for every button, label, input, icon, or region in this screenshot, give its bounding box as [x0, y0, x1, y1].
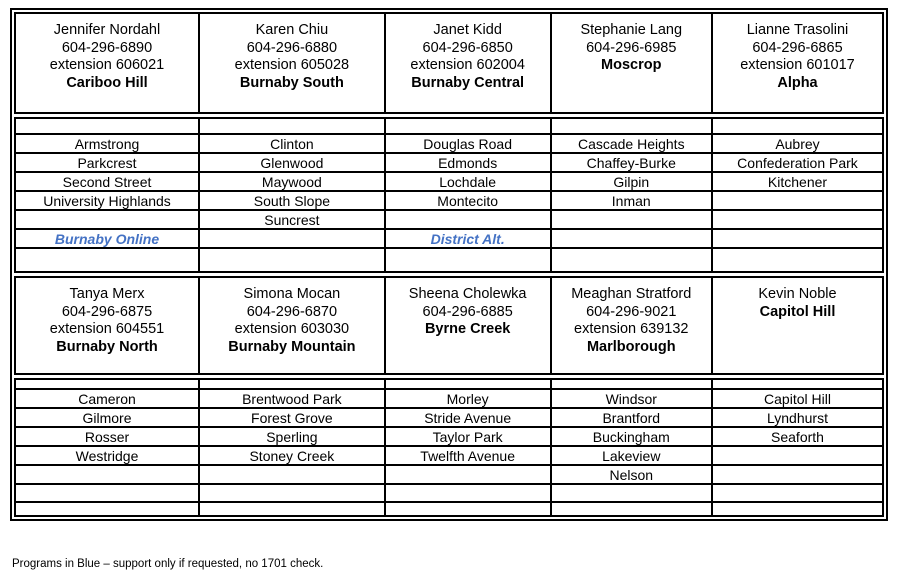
empty-cell: [199, 379, 385, 389]
contact-table-frame: [10, 8, 888, 521]
school-row: [15, 210, 883, 229]
contact-card-jennifer-nordahl: [15, 13, 199, 113]
school-cell-kitchener: Kitchener: [712, 172, 883, 191]
contact-school: Burnaby Mountain: [228, 338, 356, 355]
contact-row-1: [15, 13, 883, 113]
empty-cell: [712, 446, 883, 465]
school-cell-inman: Inman: [551, 191, 712, 210]
spacer-row: [15, 484, 883, 502]
contact-school: Cariboo Hill: [66, 74, 148, 91]
school-cell-brentwood-park: Brentwood Park: [199, 389, 385, 408]
empty-cell: [199, 118, 385, 134]
contact-card-stephanie-lang: [551, 13, 712, 113]
empty-cell: [15, 248, 199, 272]
contacts-table-1: [14, 12, 884, 114]
contact-extension: extension 605028: [234, 57, 350, 73]
contact-school: Burnaby North: [56, 338, 158, 355]
school-cell-south-slope: South Slope: [199, 191, 385, 210]
empty-cell: [385, 379, 551, 389]
contact-card-tanya-merx: [15, 277, 199, 374]
contact-card-sheena-cholewka: [385, 277, 551, 374]
contact-row-2: [15, 277, 883, 374]
contact-school: Moscrop: [601, 57, 662, 73]
contact-name: Karen Chiu: [255, 22, 329, 38]
contact-name: Simona Mocan: [243, 286, 341, 302]
school-cell-rosser: Rosser: [15, 427, 199, 446]
school-cell-armstrong: Armstrong: [15, 134, 199, 153]
school-row: [15, 153, 883, 172]
school-cell-twelfth-avenue: Twelfth Avenue: [385, 446, 551, 465]
school-cell-parkcrest: Parkcrest: [15, 153, 199, 172]
contact-phone: 604-296-6890: [61, 39, 153, 56]
spacer-row: [15, 118, 883, 134]
spacer-row: [15, 379, 883, 389]
empty-cell: [15, 379, 199, 389]
school-cell-gilpin: Gilpin: [551, 172, 712, 191]
empty-cell: [551, 210, 712, 229]
school-cell-clinton: Clinton: [199, 134, 385, 153]
empty-cell: [712, 379, 883, 389]
contact-card-karen-chiu: [199, 13, 385, 113]
school-row: [15, 427, 883, 446]
empty-cell: [199, 465, 385, 484]
empty-cell: [551, 502, 712, 516]
program-row: [15, 229, 883, 248]
contact-school: Alpha: [777, 74, 818, 91]
contact-school: Byrne Creek: [424, 321, 511, 337]
school-cell-aubrey: Aubrey: [712, 134, 883, 153]
school-cell-westridge: Westridge: [15, 446, 199, 465]
school-cell-brantford: Brantford: [551, 408, 712, 427]
empty-cell: [199, 229, 385, 248]
school-cell-suncrest: Suncrest: [199, 210, 385, 229]
contact-card-meaghan-stratford: [551, 277, 712, 374]
contact-name: Janet Kidd: [433, 22, 502, 38]
spacer-row: [15, 248, 883, 272]
school-row: [15, 191, 883, 210]
empty-cell: [712, 465, 883, 484]
school-row: [15, 134, 883, 153]
empty-cell: [199, 502, 385, 516]
school-cell-douglas-road: Douglas Road: [385, 134, 551, 153]
school-cell-gilmore: Gilmore: [15, 408, 199, 427]
programs-in-blue-note: Programs in Blue – support only if requested, no 1701 check.: [12, 558, 324, 570]
empty-cell: [712, 248, 883, 272]
contact-extension: extension 639132: [574, 321, 689, 337]
contact-extension: extension 606021: [49, 57, 165, 73]
empty-cell: [15, 502, 199, 516]
contact-extension: extension 603030: [234, 321, 350, 337]
empty-cell: [385, 248, 551, 272]
empty-cell: [199, 248, 385, 272]
empty-cell: [551, 229, 712, 248]
contact-extension: extension 604551: [49, 321, 165, 337]
contact-card-kevin-noble: [712, 277, 883, 374]
empty-cell: [551, 379, 712, 389]
contacts-table-2: [14, 276, 884, 375]
contact-phone: 604-296-6885: [422, 303, 513, 320]
empty-cell: [385, 118, 551, 134]
contact-name: Lianne Trasolini: [746, 22, 849, 38]
contact-phone: 604-296-6870: [246, 303, 338, 320]
contact-phone: 604-296-6850: [422, 39, 513, 56]
school-cell-cascade-heights: Cascade Heights: [551, 134, 712, 153]
school-cell-morley: Morley: [385, 389, 551, 408]
empty-cell: [199, 484, 385, 502]
empty-cell: [15, 465, 199, 484]
school-cell-lochdale: Lochdale: [385, 172, 551, 191]
school-cell-forest-grove: Forest Grove: [199, 408, 385, 427]
school-cell-montecito: Montecito: [385, 191, 551, 210]
school-cell-buckingham: Buckingham: [551, 427, 712, 446]
empty-cell: [712, 118, 883, 134]
contact-phone: 604-296-6880: [246, 39, 338, 56]
school-cell-second-street: Second Street: [15, 172, 199, 191]
school-row: [15, 465, 883, 484]
school-cell-stoney-creek: Stoney Creek: [199, 446, 385, 465]
school-cell-seaforth: Seaforth: [712, 427, 883, 446]
empty-cell: [15, 210, 199, 229]
contact-name: Meaghan Stratford: [571, 286, 692, 302]
empty-cell: [551, 248, 712, 272]
school-cell-edmonds: Edmonds: [385, 153, 551, 172]
contact-school: Burnaby South: [239, 74, 344, 91]
school-cell-cameron: Cameron: [15, 389, 199, 408]
contact-phone: 604-296-9021: [586, 303, 677, 320]
contact-phone: 604-296-6865: [752, 39, 843, 56]
contact-card-lianne-trasolini: [712, 13, 883, 113]
school-row: [15, 389, 883, 408]
contact-card-simona-mocan: [199, 277, 385, 374]
contact-name: Kevin Noble: [758, 286, 837, 302]
contact-name: Tanya Merx: [69, 286, 145, 302]
schools-table-1: [14, 117, 884, 273]
school-cell-maywood: Maywood: [199, 172, 385, 191]
empty-cell: [385, 210, 551, 229]
empty-cell: [15, 484, 199, 502]
school-cell-confederation-park: Confederation Park: [712, 153, 883, 172]
school-cell-taylor-park: Taylor Park: [385, 427, 551, 446]
contact-school: Marlborough: [586, 338, 676, 355]
school-row: [15, 172, 883, 191]
empty-cell: [551, 484, 712, 502]
empty-cell: [712, 484, 883, 502]
contact-phone: 604-296-6875: [61, 303, 153, 320]
program-cell-district-alt: District Alt.: [385, 229, 551, 248]
school-cell-lyndhurst: Lyndhurst: [712, 408, 883, 427]
empty-cell: [385, 484, 551, 502]
school-cell-sperling: Sperling: [199, 427, 385, 446]
contact-name: Sheena Cholewka: [408, 286, 527, 302]
school-cell-windsor: Windsor: [551, 389, 712, 408]
school-cell-glenwood: Glenwood: [199, 153, 385, 172]
contact-card-janet-kidd: [385, 13, 551, 113]
empty-cell: [551, 118, 712, 134]
contact-name: Stephanie Lang: [580, 22, 683, 38]
school-cell-nelson: Nelson: [551, 465, 712, 484]
contact-school: Capitol Hill: [759, 303, 836, 320]
school-row: [15, 408, 883, 427]
contact-extension: extension 602004: [410, 57, 525, 73]
school-cell-capitol-hill: Capitol Hill: [712, 389, 883, 408]
contact-extension: extension 601017: [740, 57, 855, 73]
school-cell-university-highlands: University Highlands: [15, 191, 199, 210]
empty-cell: [385, 502, 551, 516]
school-cell-stride-avenue: Stride Avenue: [385, 408, 551, 427]
contact-school: Burnaby Central: [411, 74, 525, 91]
schools-table-2: [14, 378, 884, 517]
contact-name: Jennifer Nordahl: [53, 22, 161, 38]
empty-cell: [712, 229, 883, 248]
contact-phone: 604-296-6985: [586, 39, 677, 56]
empty-cell: [712, 210, 883, 229]
empty-cell: [712, 191, 883, 210]
empty-cell: [385, 465, 551, 484]
empty-cell: [15, 118, 199, 134]
empty-cell: [712, 502, 883, 516]
school-row: [15, 446, 883, 465]
program-cell-burnaby-online: Burnaby Online: [15, 229, 199, 248]
school-cell-chaffey-burke: Chaffey-Burke: [551, 153, 712, 172]
school-cell-lakeview: Lakeview: [551, 446, 712, 465]
spacer-row: [15, 502, 883, 516]
